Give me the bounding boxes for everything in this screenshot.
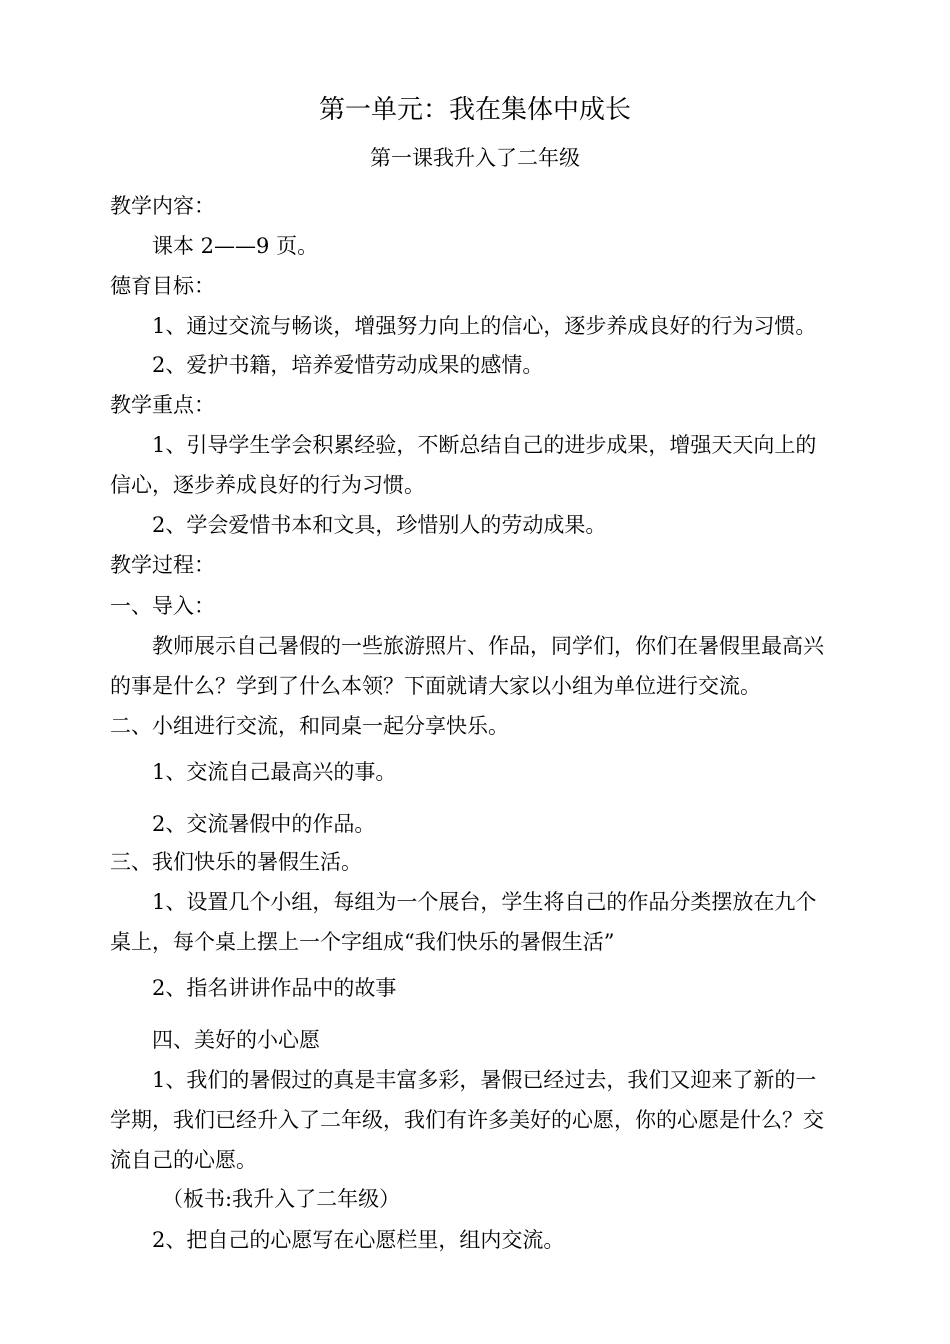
paragraph-line: 1、引导学生学会积累经验，不断总结自己的进步成果，增强天天向上的 (152, 433, 817, 457)
paragraph-line: 课本 2——9 页。 (152, 234, 319, 258)
paragraph-line: 学期，我们已经升入了二年级，我们有许多美好的心愿，你的心愿是什么？交 (110, 1108, 824, 1132)
section-heading-content: 教学内容： (110, 194, 215, 218)
paragraph-line: 流自己的心愿。 (110, 1148, 257, 1172)
document-title: 第一单元：我在集体中成长 (318, 95, 631, 125)
step-heading: 一、导入： (110, 594, 215, 618)
section-heading-focus: 教学重点： (110, 393, 215, 417)
paragraph-line: 信心，逐步养成良好的行为习惯。 (110, 473, 425, 497)
paragraph-line: 2、学会爱惜书本和文具，珍惜别人的劳动成果。 (152, 513, 607, 537)
step-heading: 三、我们快乐的暑假生活。 (110, 850, 362, 874)
paragraph-line: 桌上，每个桌上摆上一个字组成“我们快乐的暑假生活” (110, 930, 615, 954)
paragraph-line: 的事是什么？学到了什么本领？下面就请大家以小组为单位进行交流。 (110, 674, 761, 698)
paragraph-line: 1、交流自己最高兴的事。 (152, 760, 397, 784)
paragraph-line: （板书:我升入了二年级） (162, 1187, 401, 1211)
document-subtitle: 第一课我升入了二年级 (370, 146, 580, 170)
section-heading-goals: 德育目标： (110, 274, 215, 298)
paragraph-line: 2、爱护书籍，培养爱惜劳动成果的感情。 (152, 353, 544, 377)
paragraph-line: 教师展示自己暑假的一些旅游照片、作品，同学们，你们在暑假里最高兴 (152, 634, 824, 658)
paragraph-line: 1、通过交流与畅谈，增强努力向上的信心，逐步养成良好的行为习惯。 (152, 314, 817, 338)
paragraph-line: 1、我们的暑假过的真是丰富多彩，暑假已经过去，我们又迎来了新的一 (152, 1068, 817, 1092)
paragraph-line: 2、把自己的心愿写在心愿栏里，组内交流。 (152, 1228, 565, 1252)
section-heading-process: 教学过程： (110, 553, 215, 577)
paragraph-line: 2、交流暑假中的作品。 (152, 812, 376, 836)
step-heading: 四、美好的小心愿 (152, 1028, 320, 1052)
paragraph-line: 2、指名讲讲作品中的故事 (152, 976, 397, 1000)
paragraph-line: 1、设置几个小组，每组为一个展台，学生将自己的作品分类摆放在九个 (152, 890, 817, 914)
step-heading: 二、小组进行交流，和同桌一起分享快乐。 (110, 714, 509, 738)
